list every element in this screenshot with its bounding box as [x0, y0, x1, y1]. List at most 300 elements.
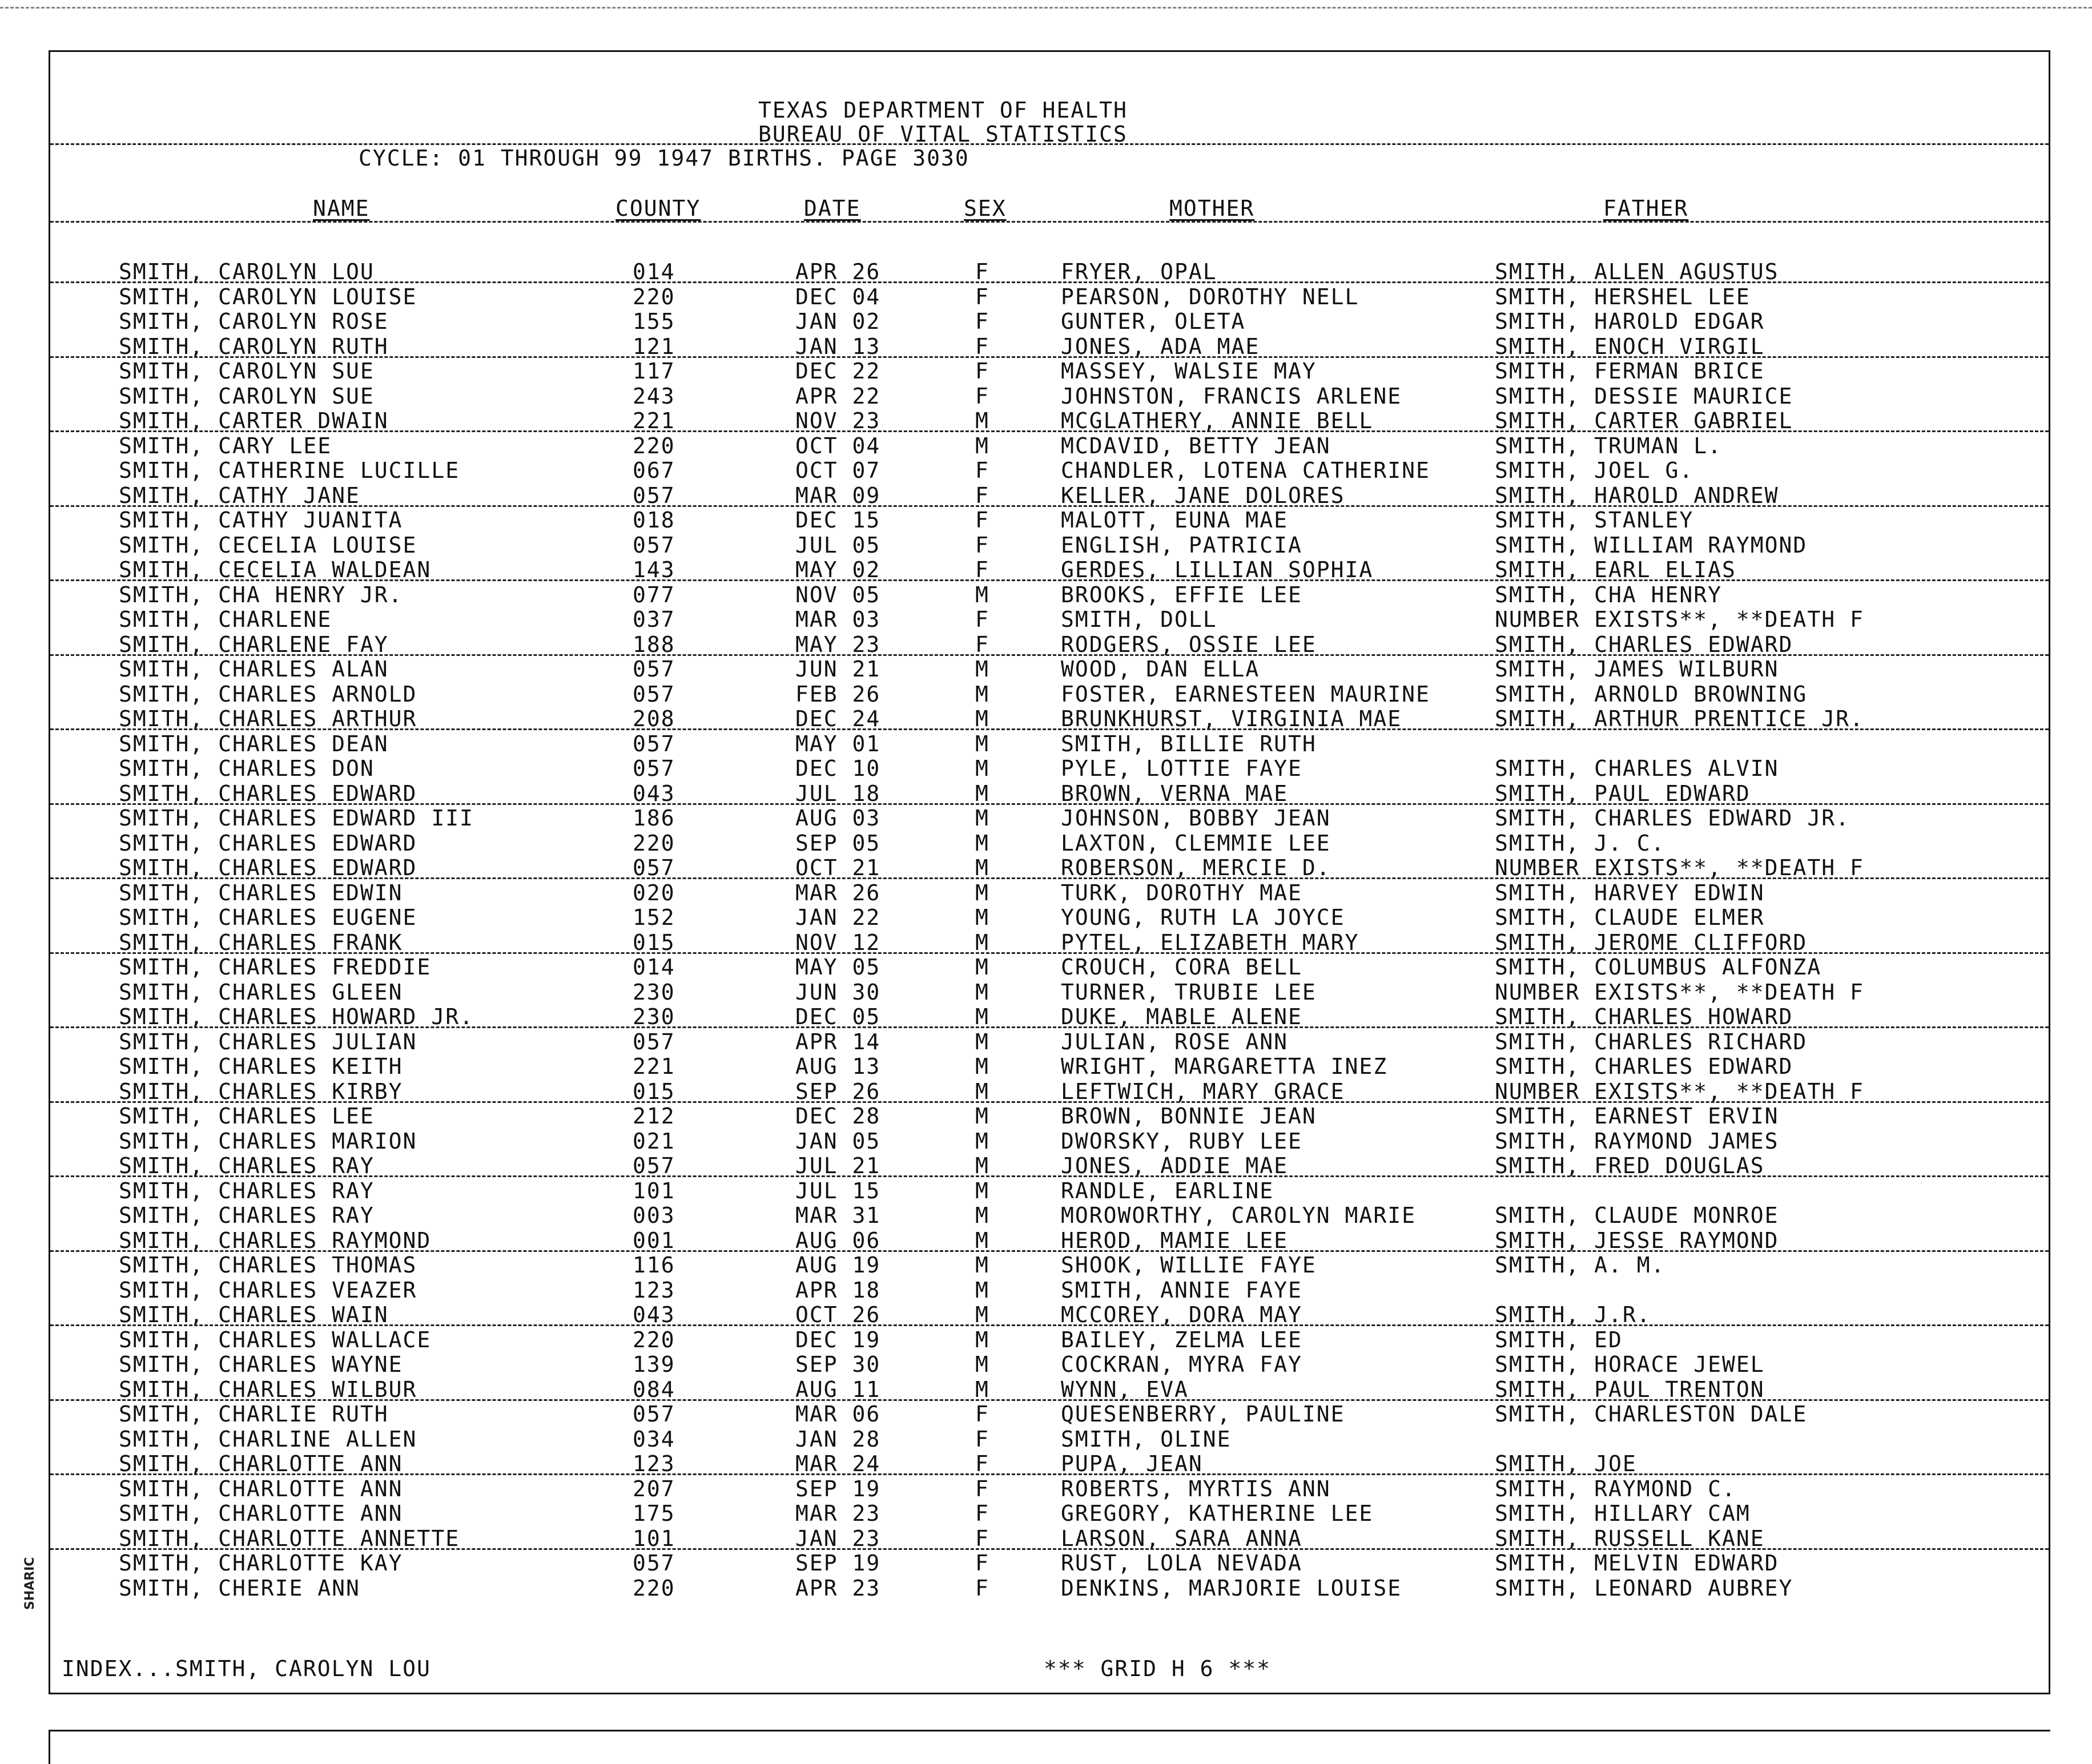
record-sex: F — [975, 1476, 989, 1501]
record-row — [50, 1452, 2049, 1477]
record-father: SMITH, J. C. — [1495, 830, 1665, 856]
record-name: SMITH, CHARLOTTE ANN — [119, 1501, 403, 1526]
record-date: MAR 03 — [795, 607, 881, 632]
record-county: 117 — [633, 359, 675, 384]
record-row — [50, 1054, 2049, 1080]
record-mother: WRIGHT, MARGARETTA INEZ — [1061, 1054, 1388, 1079]
record-date: JAN 28 — [795, 1426, 881, 1452]
next-record-frame-edge — [49, 1730, 2050, 1764]
record-name: SMITH, CARY LEE — [119, 433, 332, 458]
record-father: SMITH, CHARLES EDWARD — [1495, 631, 1793, 657]
record-father: NUMBER EXISTS**, **DEATH F — [1495, 855, 1864, 880]
record-father: NUMBER EXISTS**, **DEATH F — [1495, 1078, 1864, 1104]
record-name: SMITH, CAROLYN ROSE — [119, 309, 389, 334]
record-sex: F — [975, 1401, 989, 1427]
record-row — [50, 905, 2049, 931]
record-father: SMITH, JESSE RAYMOND — [1495, 1227, 1779, 1253]
record-row — [50, 1501, 2049, 1527]
record-row — [50, 409, 2049, 434]
record-father: SMITH, ARNOLD BROWNING — [1495, 681, 1808, 707]
record-mother: MCCOREY, DORA MAY — [1061, 1302, 1302, 1327]
record-mother: ROBERSON, MERCIE D. — [1061, 855, 1331, 880]
record-name: SMITH, CHARLES FRANK — [119, 929, 403, 955]
record-date: DEC 19 — [795, 1327, 881, 1352]
record-mother: LARSON, SARA ANNA — [1061, 1525, 1302, 1551]
record-sex: M — [975, 1153, 989, 1178]
record-row — [50, 1477, 2049, 1502]
col-header-date: DATE — [804, 196, 861, 221]
record-date: OCT 07 — [795, 458, 881, 483]
record-sex: M — [975, 1376, 989, 1402]
record-county: 084 — [633, 1376, 675, 1402]
record-mother: YOUNG, RUTH LA JOYCE — [1061, 905, 1345, 930]
record-mother: MCGLATHERY, ANNIE BELL — [1061, 408, 1374, 433]
record-sex: F — [975, 1426, 989, 1452]
record-mother: SHOOK, WILLIE FAYE — [1061, 1252, 1317, 1278]
record-mother: RUST, LOLA NEVADA — [1061, 1550, 1302, 1576]
record-date: MAR 09 — [795, 482, 881, 508]
record-county: 186 — [633, 806, 675, 831]
record-father: SMITH, CHARLES ALVIN — [1495, 756, 1779, 781]
record-date: JUL 18 — [795, 780, 881, 806]
sharic-stamp: SHARIC — [23, 1557, 37, 1610]
record-sex: F — [975, 482, 989, 508]
record-father: SMITH, HORACE JEWEL — [1495, 1352, 1765, 1377]
record-name: SMITH, CHARLENE FAY — [119, 631, 389, 657]
record-row — [50, 856, 2049, 881]
record-row — [50, 756, 2049, 782]
record-mother: GERDES, LILLIAN SOPHIA — [1061, 557, 1374, 582]
record-sex: F — [975, 1525, 989, 1551]
record-mother: JULIAN, ROSE ANN — [1061, 1029, 1289, 1054]
record-sex: M — [975, 706, 989, 731]
record-row — [50, 1352, 2049, 1378]
column-header-rule — [50, 221, 2049, 223]
record-father: SMITH, LEONARD AUBREY — [1495, 1575, 1793, 1601]
record-name: SMITH, CHARLES ALAN — [119, 657, 389, 682]
record-father: SMITH, PAUL EDWARD — [1495, 780, 1751, 806]
record-mother: DWORSKY, RUBY LEE — [1061, 1128, 1302, 1154]
record-name: SMITH, CHARLES EDWIN — [119, 880, 403, 905]
record-county: 221 — [633, 1054, 675, 1079]
record-sex: M — [975, 855, 989, 880]
record-sex: M — [975, 806, 989, 831]
record-father: SMITH, RUSSELL KANE — [1495, 1525, 1765, 1551]
record-date: JAN 22 — [795, 905, 881, 930]
record-father: SMITH, ARTHUR PRENTICE JR. — [1495, 706, 1864, 731]
record-father: SMITH, JOEL G. — [1495, 458, 1694, 483]
record-name: SMITH, CHARLES VEAZER — [119, 1277, 417, 1303]
record-father: SMITH, FRED DOUGLAS — [1495, 1153, 1765, 1178]
record-sex: M — [975, 1004, 989, 1029]
record-father: SMITH, CHARLES EDWARD — [1495, 1054, 1793, 1079]
record-sex: M — [975, 929, 989, 955]
record-father: NUMBER EXISTS**, **DEATH F — [1495, 979, 1864, 1005]
record-county: 067 — [633, 458, 675, 483]
record-county: 057 — [633, 1153, 675, 1178]
record-date: JUL 21 — [795, 1153, 881, 1178]
record-county: 034 — [633, 1426, 675, 1452]
record-row — [50, 1551, 2049, 1576]
record-name: SMITH, CHARLES DEAN — [119, 731, 389, 756]
record-name: SMITH, CATHERINE LUCILLE — [119, 458, 460, 483]
record-name: SMITH, CHARLES EDWARD — [119, 780, 417, 806]
record-mother: SMITH, OLINE — [1061, 1426, 1232, 1452]
record-sex: F — [975, 1501, 989, 1526]
record-row — [50, 359, 2049, 384]
record-date: MAY 02 — [795, 557, 881, 582]
record-row — [50, 1005, 2049, 1030]
record-date: JAN 23 — [795, 1525, 881, 1551]
record-name: SMITH, CECELIA WALDEAN — [119, 557, 432, 582]
record-mother: SMITH, ANNIE FAYE — [1061, 1277, 1302, 1303]
record-sex: M — [975, 1103, 989, 1129]
record-name: SMITH, CHARLES RAYMOND — [119, 1227, 432, 1253]
record-father: SMITH, MELVIN EDWARD — [1495, 1550, 1779, 1576]
record-date: MAY 01 — [795, 731, 881, 756]
record-mother: RODGERS, OSSIE LEE — [1061, 631, 1317, 657]
record-name: SMITH, CHARLES EDWARD — [119, 830, 417, 856]
record-mother: CHANDLER, LOTENA CATHERINE — [1061, 458, 1430, 483]
record-mother: DUKE, MABLE ALENE — [1061, 1004, 1302, 1029]
record-sex: M — [975, 905, 989, 930]
record-father: SMITH, HARVEY EDWIN — [1495, 880, 1765, 905]
record-row — [50, 1378, 2049, 1403]
record-father: SMITH, CHARLES RICHARD — [1495, 1029, 1808, 1054]
record-date: DEC 04 — [795, 284, 881, 309]
record-county: 116 — [633, 1252, 675, 1278]
record-father: SMITH, STANLEY — [1495, 508, 1694, 533]
record-sex: M — [975, 955, 989, 980]
record-row — [50, 1154, 2049, 1179]
record-sex: M — [975, 433, 989, 458]
record-county: 014 — [633, 259, 675, 284]
record-sex: M — [975, 681, 989, 707]
record-county: 220 — [633, 830, 675, 856]
record-row — [50, 558, 2049, 583]
record-date: JUN 21 — [795, 657, 881, 682]
record-date: DEC 22 — [795, 359, 881, 384]
record-father: SMITH, ENOCH VIRGIL — [1495, 333, 1765, 359]
record-date: DEC 24 — [795, 706, 881, 731]
record-name: SMITH, CARTER DWAIN — [119, 408, 389, 433]
record-row — [50, 533, 2049, 558]
record-row — [50, 682, 2049, 707]
record-date: SEP 26 — [795, 1078, 881, 1104]
record-date: JUL 15 — [795, 1178, 881, 1203]
record-father: SMITH, HAROLD EDGAR — [1495, 309, 1765, 334]
record-sex: M — [975, 979, 989, 1005]
record-sex: F — [975, 458, 989, 483]
record-mother: PEARSON, DOROTHY NELL — [1061, 284, 1359, 309]
record-sex: M — [975, 1352, 989, 1377]
record-father: SMITH, DESSIE MAURICE — [1495, 383, 1793, 409]
record-mother: MCDAVID, BETTY JEAN — [1061, 433, 1331, 458]
record-father: SMITH, COLUMBUS ALFONZA — [1495, 955, 1822, 980]
record-county: 021 — [633, 1128, 675, 1154]
record-date: NOV 05 — [795, 582, 881, 607]
record-date: APR 18 — [795, 1277, 881, 1303]
record-name: SMITH, CHARLES RAY — [119, 1178, 375, 1203]
record-county: 220 — [633, 1327, 675, 1352]
record-father: SMITH, CHARLES HOWARD — [1495, 1004, 1793, 1029]
record-county: 057 — [633, 657, 675, 682]
record-sex: F — [975, 532, 989, 558]
record-row — [50, 955, 2049, 980]
record-mother: BAILEY, ZELMA LEE — [1061, 1327, 1302, 1352]
record-name: SMITH, CHARLOTTE ANN — [119, 1451, 403, 1476]
col-header-father: FATHER — [1603, 196, 1689, 221]
record-father: SMITH, EARNEST ERVIN — [1495, 1103, 1779, 1129]
record-row — [50, 1203, 2049, 1229]
record-county: 121 — [633, 333, 675, 359]
record-sex: M — [975, 657, 989, 682]
record-county: 175 — [633, 1501, 675, 1526]
record-mother: DENKINS, MARJORIE LOUISE — [1061, 1575, 1402, 1601]
record-mother: MALOTT, EUNA MAE — [1061, 508, 1289, 533]
record-father: SMITH, JAMES WILBURN — [1495, 657, 1779, 682]
record-mother: JONES, ADDIE MAE — [1061, 1153, 1289, 1178]
record-date: JUL 05 — [795, 532, 881, 558]
record-name: SMITH, CAROLYN SUE — [119, 383, 375, 409]
record-date: OCT 26 — [795, 1302, 881, 1327]
record-name: SMITH, CAROLYN LOUISE — [119, 284, 417, 309]
record-name: SMITH, CAROLYN RUTH — [119, 333, 389, 359]
record-father: SMITH, JEROME CLIFFORD — [1495, 929, 1808, 955]
record-mother: GREGORY, KATHERINE LEE — [1061, 1501, 1374, 1526]
record-mother: BROWN, VERNA MAE — [1061, 780, 1289, 806]
record-name: SMITH, CAROLYN LOU — [119, 259, 375, 284]
record-sex: M — [975, 830, 989, 856]
record-date: MAY 23 — [795, 631, 881, 657]
record-mother: SMITH, BILLIE RUTH — [1061, 731, 1317, 756]
record-row — [50, 1278, 2049, 1303]
record-row — [50, 434, 2049, 459]
record-name: SMITH, CHARLOTTE ANN — [119, 1476, 403, 1501]
record-name: SMITH, CHARLES ARTHUR — [119, 706, 417, 731]
record-father: SMITH, JOE — [1495, 1451, 1637, 1476]
record-sex: M — [975, 1277, 989, 1303]
record-father: SMITH, HAROLD ANDREW — [1495, 482, 1779, 508]
record-sex: F — [975, 333, 989, 359]
record-father: SMITH, CLAUDE MONROE — [1495, 1203, 1779, 1228]
record-name: SMITH, CHARLES HOWARD JR. — [119, 1004, 474, 1029]
record-date: MAR 06 — [795, 1401, 881, 1427]
record-row — [50, 881, 2049, 906]
record-county: 230 — [633, 979, 675, 1005]
record-date: APR 23 — [795, 1575, 881, 1601]
record-date: APR 22 — [795, 383, 881, 409]
record-sex: F — [975, 383, 989, 409]
page-top-edge — [0, 0, 2092, 9]
record-name: SMITH, CHARLES THOMAS — [119, 1252, 417, 1278]
record-mother: BRUNKHURST, VIRGINIA MAE — [1061, 706, 1402, 731]
record-county: 057 — [633, 1550, 675, 1576]
record-county: 123 — [633, 1277, 675, 1303]
record-father: SMITH, HILLARY CAM — [1495, 1501, 1751, 1526]
record-name: SMITH, CHARLES EDWARD — [119, 855, 417, 880]
record-sex: F — [975, 359, 989, 384]
record-county: 015 — [633, 1078, 675, 1104]
record-date: AUG 06 — [795, 1227, 881, 1253]
record-sex: F — [975, 1550, 989, 1576]
record-mother: JOHNSTON, FRANCIS ARLENE — [1061, 383, 1402, 409]
record-date: MAR 31 — [795, 1203, 881, 1228]
record-name: SMITH, CECELIA LOUISE — [119, 532, 417, 558]
record-date: DEC 05 — [795, 1004, 881, 1029]
record-row — [50, 1030, 2049, 1055]
record-name: SMITH, CHARLOTTE ANNETTE — [119, 1525, 460, 1551]
record-row — [50, 633, 2049, 658]
record-father: SMITH, J.R. — [1495, 1302, 1651, 1327]
record-sex: M — [975, 1178, 989, 1203]
record-county: 037 — [633, 607, 675, 632]
record-name: SMITH, CHARLES RAY — [119, 1153, 375, 1178]
record-name: SMITH, CHARLES KEITH — [119, 1054, 403, 1079]
record-mother: TURNER, TRUBIE LEE — [1061, 979, 1317, 1005]
record-name: SMITH, CHARLES WILBUR — [119, 1376, 417, 1402]
record-county: 152 — [633, 905, 675, 930]
record-date: SEP 19 — [795, 1476, 881, 1501]
record-county: 123 — [633, 1451, 675, 1476]
record-sex: F — [975, 259, 989, 284]
record-date: OCT 04 — [795, 433, 881, 458]
record-row — [50, 831, 2049, 856]
record-row — [50, 1229, 2049, 1254]
record-father: SMITH, CHA HENRY — [1495, 582, 1723, 607]
record-date: APR 14 — [795, 1029, 881, 1054]
record-row — [50, 1303, 2049, 1328]
record-name: SMITH, CHARLES EDWARD III — [119, 806, 474, 831]
record-sex: M — [975, 1327, 989, 1352]
record-name: SMITH, CAROLYN SUE — [119, 359, 375, 384]
record-county: 077 — [633, 582, 675, 607]
record-sex: F — [975, 508, 989, 533]
record-name: SMITH, CHARLES WAYNE — [119, 1352, 403, 1377]
record-county: 220 — [633, 284, 675, 309]
record-row — [50, 1253, 2049, 1278]
record-county: 243 — [633, 383, 675, 409]
record-county: 212 — [633, 1103, 675, 1129]
record-mother: FOSTER, EARNESTEEN MAURINE — [1061, 681, 1430, 707]
record-mother: PUPA, JEAN — [1061, 1451, 1203, 1476]
record-mother: JOHNSON, BOBBY JEAN — [1061, 806, 1331, 831]
record-date: JUN 30 — [795, 979, 881, 1005]
record-row — [50, 657, 2049, 682]
record-row — [50, 980, 2049, 1005]
record-sex: F — [975, 607, 989, 632]
record-row — [50, 806, 2049, 831]
record-date: JAN 13 — [795, 333, 881, 359]
record-mother: COCKRAN, MYRA FAY — [1061, 1352, 1302, 1377]
record-row — [50, 1427, 2049, 1452]
record-date: DEC 15 — [795, 508, 881, 533]
record-county: 003 — [633, 1203, 675, 1228]
record-mother: CROUCH, CORA BELL — [1061, 955, 1302, 980]
record-date: OCT 21 — [795, 855, 881, 880]
record-date: SEP 05 — [795, 830, 881, 856]
record-father: SMITH, PAUL TRENTON — [1495, 1376, 1765, 1402]
record-mother: PYTEL, ELIZABETH MARY — [1061, 929, 1359, 955]
col-header-sex: SEX — [964, 196, 1007, 221]
record-sex: M — [975, 1128, 989, 1154]
record-name: SMITH, CATHY JUANITA — [119, 508, 403, 533]
record-father: SMITH, ALLEN AGUSTUS — [1495, 259, 1779, 284]
record-sex: M — [975, 731, 989, 756]
record-father: SMITH, ED — [1495, 1327, 1623, 1352]
record-sex: M — [975, 1078, 989, 1104]
record-father: SMITH, CARTER GABRIEL — [1495, 408, 1793, 433]
record-county: 057 — [633, 532, 675, 558]
record-county: 015 — [633, 929, 675, 955]
record-date: NOV 23 — [795, 408, 881, 433]
index-footer: INDEX...SMITH, CAROLYN LOU — [62, 1656, 431, 1681]
record-sex: M — [975, 1302, 989, 1327]
record-sex: M — [975, 1227, 989, 1253]
record-county: 220 — [633, 1575, 675, 1601]
record-frame — [49, 50, 2050, 1694]
record-name: SMITH, CHERIE ANN — [119, 1575, 360, 1601]
record-sex: F — [975, 284, 989, 309]
record-date: AUG 19 — [795, 1252, 881, 1278]
record-row — [50, 1527, 2049, 1552]
record-name: SMITH, CHARLES GLEEN — [119, 979, 403, 1005]
record-row — [50, 607, 2049, 633]
record-name: SMITH, CHARLES FREDDIE — [119, 955, 432, 980]
record-father: SMITH, RAYMOND JAMES — [1495, 1128, 1779, 1154]
record-name: SMITH, CHARLOTTE KAY — [119, 1550, 403, 1576]
record-county: 220 — [633, 433, 675, 458]
record-date: AUG 03 — [795, 806, 881, 831]
record-mother: QUESENBERRY, PAULINE — [1061, 1401, 1345, 1427]
record-date: MAR 23 — [795, 1501, 881, 1526]
record-row — [50, 458, 2049, 484]
record-mother: SMITH, DOLL — [1061, 607, 1217, 632]
record-county: 143 — [633, 557, 675, 582]
record-date: AUG 13 — [795, 1054, 881, 1079]
record-county: 101 — [633, 1525, 675, 1551]
record-date: SEP 30 — [795, 1352, 881, 1377]
record-county: 043 — [633, 780, 675, 806]
record-date: MAR 26 — [795, 880, 881, 905]
record-mother: WYNN, EVA — [1061, 1376, 1189, 1402]
record-county: 057 — [633, 681, 675, 707]
record-county: 020 — [633, 880, 675, 905]
record-sex: M — [975, 756, 989, 781]
record-mother: TURK, DOROTHY MAE — [1061, 880, 1302, 905]
record-name: SMITH, CHARLES EUGENE — [119, 905, 417, 930]
record-name: SMITH, CHARLINE ALLEN — [119, 1426, 417, 1452]
record-row — [50, 583, 2049, 608]
record-date: NOV 12 — [795, 929, 881, 955]
record-row — [50, 260, 2049, 285]
cycle-line: CYCLE: 01 THROUGH 99 1947 BIRTHS. PAGE 3030 — [359, 146, 969, 171]
record-name: SMITH, CHARLIE RUTH — [119, 1401, 389, 1427]
record-father: SMITH, RAYMOND C. — [1495, 1476, 1736, 1501]
record-name: SMITH, CHARLES WALLACE — [119, 1327, 432, 1352]
record-mother: PYLE, LOTTIE FAYE — [1061, 756, 1302, 781]
record-mother: ENGLISH, PATRICIA — [1061, 532, 1302, 558]
bureau-title: BUREAU OF VITAL STATISTICS — [758, 122, 1128, 147]
record-row — [50, 484, 2049, 509]
record-county: 057 — [633, 482, 675, 508]
record-name: SMITH, CHARLENE — [119, 607, 332, 632]
record-date: FEB 26 — [795, 681, 881, 707]
record-mother: BROOKS, EFFIE LEE — [1061, 582, 1302, 607]
record-date: AUG 11 — [795, 1376, 881, 1402]
record-sex: M — [975, 1054, 989, 1079]
record-date: MAY 05 — [795, 955, 881, 980]
